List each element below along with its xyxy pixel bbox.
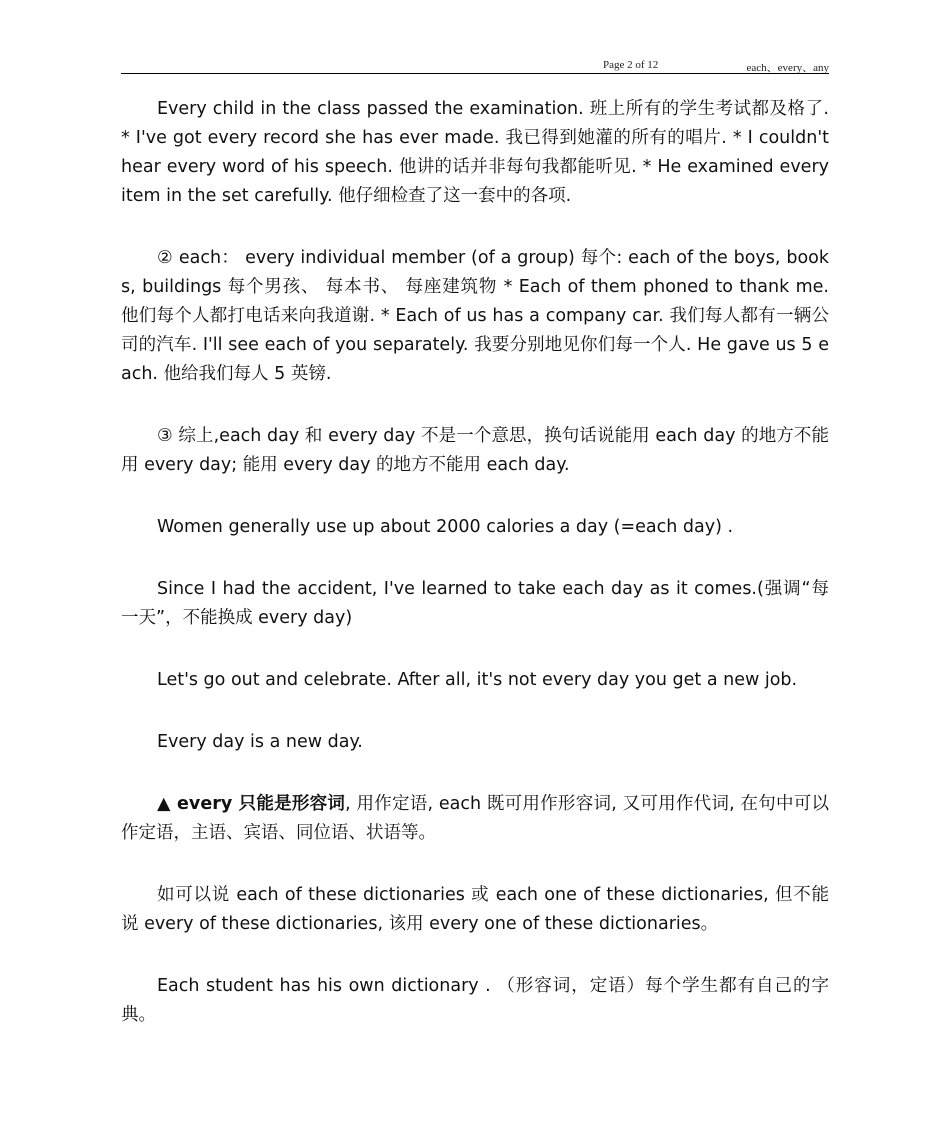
paragraph-accident-example: Since I had the accident, I've learned to take each day as it comes.(强调“每一天”，不能换成 every day)	[121, 579, 829, 628]
paragraph-new-day: Every day is a new day.	[157, 732, 363, 752]
paragraph-dictionaries-example: 如可以说 each of these dictionaries 或 each one of these dictionaries, 但不能说 every of these dictionaries, 该用 every one of these dictionaries。	[121, 885, 829, 934]
bold-rule: ▲ every 只能是形容词	[157, 794, 346, 814]
paragraph-each-definition: ② each： every individual member (of a group) 每个: each of the boys, books, buildings 每个男孩、 每本书、 每座建筑物 * Each of them phoned to thank me. 他们每个人都打电话来向我道谢. * Each of us has a company car. 我们每人都有一辆公司的汽车. I'll see each of you separately. 我要分别地见你们每一个人. He gave us 5 each. 他给我们每人 5 英镑.	[121, 248, 829, 384]
paragraph-every-examples: Every child in the class passed the examination. 班上所有的学生考试都及格了. * I've got every record she has ever made. 我已得到她灌的所有的唱片. * I couldn't hear every word of his speech. 他讲的话并非每句我都能听见. * He examined every item in the set carefully. 他仔细检查了这一套中的各项.	[121, 99, 829, 206]
document-body	[121, 95, 829, 1063]
paragraph-student-dictionary: Each student has his own dictionary . （形容词，定语）每个学生都有自己的字典。	[121, 976, 829, 1025]
header-topic: each、every、any	[746, 62, 829, 74]
paragraph-every-adjective-note	[121, 790, 829, 848]
paragraph-summary: ③ 综上,each day 和 every day 不是一个意思，换句话说能用 each day 的地方不能用 every day; 能用 every day 的地方不能用 each day.	[121, 426, 829, 475]
page-header	[121, 57, 829, 74]
paragraph-calories-example: Women generally use up about 2000 calories a day (=each day) .	[157, 517, 734, 537]
rule-continuation: , 用作定语, each 既可用作形容词, 又可用作代词, 在句中可以作定语，主语、宾语、同位语、状语等。	[121, 794, 829, 843]
page-number: Page 2 of 12	[603, 59, 659, 71]
paragraph-celebrate-example: Let's go out and celebrate. After all, it's not every day you get a new job.	[157, 670, 798, 690]
